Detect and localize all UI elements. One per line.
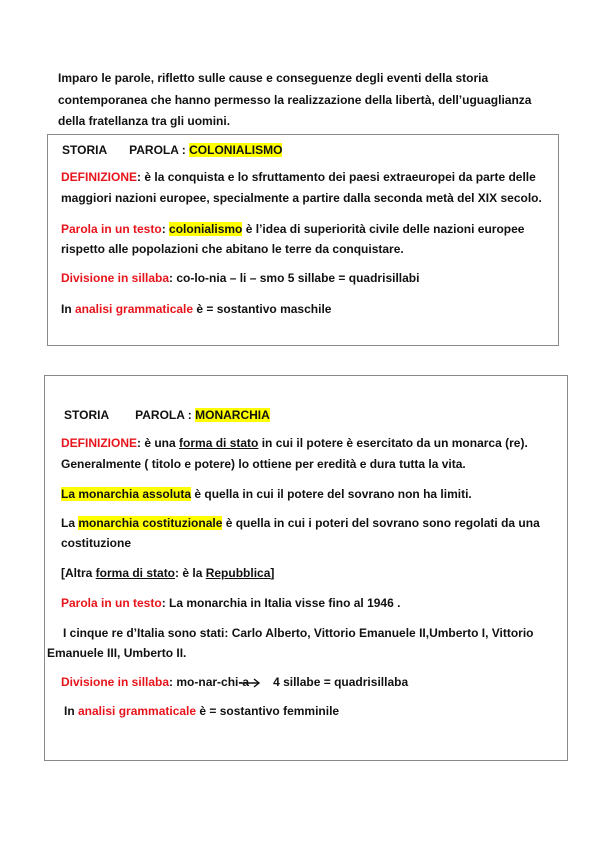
definition-label: DEFINIZIONE [61, 170, 138, 184]
colonialismo-card [47, 134, 559, 346]
intro-line-3: della fratellanza tra gli uomini. [58, 114, 231, 128]
definition-text: : è la conquista e lo sfruttamento dei paesi extraeuropei da parte delle [137, 170, 536, 184]
syllable-text: : co-lo-nia – li – smo 5 sillabe = quadrisillabi [169, 271, 420, 285]
syllable-label: Divisione in sillaba [61, 271, 170, 285]
grammar-text: è = sostantivo maschile [193, 302, 332, 316]
constitutional-monarchy-line-1 [61, 515, 540, 532]
text-example-line [61, 595, 400, 612]
kings-line-2: Emanuele III, Umberto II. [47, 646, 187, 660]
constitutional-monarchy-highlight: monarchia costituzionale [78, 516, 223, 530]
text-example-highlight: colonialismo [169, 222, 243, 236]
other-form-c: ] [270, 566, 275, 580]
subject-heading [62, 142, 282, 159]
forma-di-stato-link-2[interactable]: forma di stato [95, 566, 176, 580]
definition-line-1 [61, 169, 536, 186]
intro-line-2: contemporanea che hanno permesso la realizzazione della libertà, dell’uguaglianza [58, 93, 532, 107]
other-form-line [61, 565, 274, 582]
grammar-text: è = sostantivo femminile [196, 704, 340, 718]
kings-line-1: I cinque re d’Italia sono stati: Carlo Alberto, Vittorio Emanuele II,Umberto I, Vittorio [63, 626, 534, 640]
grammar-label: analisi grammaticale [78, 704, 197, 718]
definition-label: DEFINIZIONE [61, 436, 138, 450]
forma-di-stato-link[interactable]: forma di stato [179, 436, 259, 450]
absolute-monarchy-text: è quella in cui il potere del sovrano non ha limiti. [191, 487, 472, 501]
parola-label: PAROLA : [135, 408, 196, 422]
text-example-label: Parola in un testo [61, 222, 162, 236]
arrow-icon [249, 676, 273, 686]
text-example-text: : La monarchia in Italia visse fino al 1946 . [161, 596, 401, 610]
syllable-division [61, 270, 419, 287]
other-form-a: [Altra [61, 566, 96, 580]
grammar-prefix: In [64, 704, 78, 718]
subject-heading [64, 407, 270, 424]
text-example-line-1 [61, 221, 524, 238]
subject-label: STORIA [64, 408, 110, 422]
syllable-label: Divisione in sillaba [61, 675, 170, 689]
grammar-analysis [61, 301, 331, 318]
definition-text-a: : è una [137, 436, 180, 450]
intro-line-1: Imparo le parole, rifletto sulle cause e conseguenze degli eventi della storia [58, 71, 489, 85]
parola-label: PAROLA : [129, 143, 190, 157]
definition-text-b: in cui il potere è esercitato da un monarca (re). [258, 436, 528, 450]
text-example-colon: : [161, 222, 170, 236]
repubblica-link[interactable]: Repubblica [205, 566, 271, 580]
absolute-monarchy-line [61, 486, 472, 503]
grammar-label: analisi grammaticale [75, 302, 194, 316]
definition-line-2: maggiori nazioni europee, specialmente a partire dalla seconda metà del XIX secolo. [61, 191, 542, 205]
parola-highlight: COLONIALISMO [189, 143, 283, 157]
text-example-rest: è l’idea di superiorità civile delle nazioni europee [242, 222, 525, 236]
text-example-line-2: rispetto alle popolazioni che abitano le terre da conquistare. [61, 242, 404, 256]
other-form-b: : è la [175, 566, 206, 580]
text-example-label: Parola in un testo [61, 596, 162, 610]
syllable-text: : mo-nar-chi-a [169, 675, 250, 689]
constitutional-monarchy-text: è quella in cui i poteri del sovrano sono regolati da una [222, 516, 540, 530]
grammar-analysis [64, 703, 339, 720]
arrow-icon-svg [239, 678, 263, 688]
definition-line-1 [61, 435, 528, 452]
subject-label: STORIA [62, 143, 108, 157]
monarchia-card [44, 375, 568, 761]
definition-line-2: Generalmente ( titolo e potere) lo ottiene per eredità e dura tutta la vita. [61, 457, 466, 471]
constitutional-monarchy-line-2: costituzione [61, 536, 132, 550]
syllable-count: 4 sillabe = quadrisillaba [273, 675, 409, 689]
syllable-division [61, 674, 408, 691]
parola-highlight: MONARCHIA [195, 408, 270, 422]
absolute-monarchy-highlight: La monarchia assoluta [61, 487, 192, 501]
grammar-prefix: In [61, 302, 75, 316]
constitutional-prefix: La [61, 516, 79, 530]
